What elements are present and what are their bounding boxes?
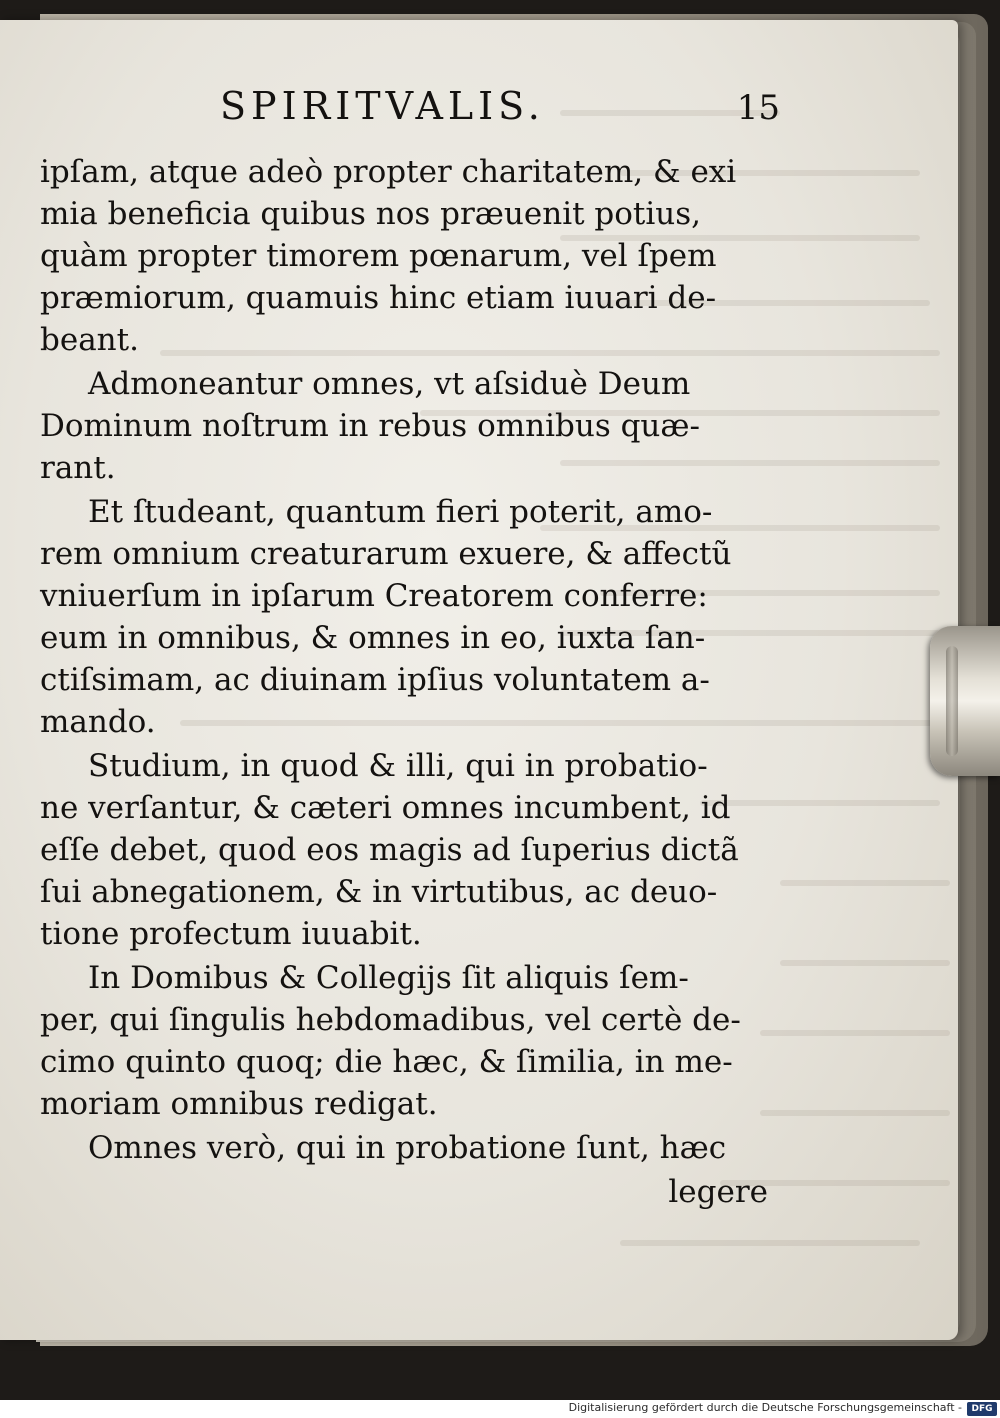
digitization-footer [0,1400,1000,1418]
text-line: vniuerſum in ipſarum Creatorem conferre: [40,578,708,614]
text-line: quàm propter timorem pœnarum, vel ſpem [40,238,717,274]
catchword: legere [668,1174,768,1210]
text-line: Studium, in quod & illi, qui in probatio- [88,748,708,784]
text-line: Dominum noſtrum in rebus omnibus quæ- [40,408,701,444]
text-line: tione profectum iuuabit. [40,916,422,952]
text-line: per, qui ſingulis hebdomadibus, vel certè de- [40,1002,741,1038]
text-line: ctiſsimam, ac diuinam ipſius voluntatem a- [40,662,710,698]
text-line: rem omnium creaturarum exuere, & affectũ [40,536,732,572]
text-line: moriam omnibus redigat. [40,1086,438,1122]
text-line: eſſe debet, quod eos magis ad ſuperius dictã [40,832,739,868]
text-line: eum in omnibus, & omnes in eo, iuxta ſan- [40,620,706,656]
running-head: SPIRITVALIS. [220,84,545,128]
book-clasp [930,626,1000,776]
text-line: mia beneficia quibus nos præuenit potius, [40,196,702,232]
text-line: Omnes verò, qui in probatione ſunt, hæc [88,1130,727,1166]
text-line: mando. [40,704,156,740]
text-line: præmiorum, quamuis hinc etiam iuuari de- [40,280,717,316]
page-text-block [40,84,780,1264]
text-line: rant. [40,450,116,486]
text-line: ne verſantur, & cæteri omnes incumbent, id [40,790,731,826]
text-line: Et ſtudeant, quantum fieri poterit, amo- [88,494,713,530]
text-line: beant. [40,322,139,358]
text-line: Admoneantur omnes, vt aſsiduè Deum [88,366,691,402]
dfg-logo: DFG [967,1402,997,1416]
funding-credit: Digitalisierung gefördert durch die Deutsche Forschungsgemeinschaft - [568,1401,962,1414]
text-line: ipſam, atque adeò propter charitatem, & exi [40,154,737,190]
text-line: ſui abnegationem, & in virtutibus, ac deuo- [40,874,718,910]
text-line: In Domibus & Collegijs ſit aliquis ſem- [88,960,689,996]
page-number: 15 [736,88,780,128]
text-line: cimo quinto quoq; die hæc, & ſimilia, in me- [40,1044,733,1080]
clasp-rivet [946,646,958,756]
page-header [220,84,780,132]
